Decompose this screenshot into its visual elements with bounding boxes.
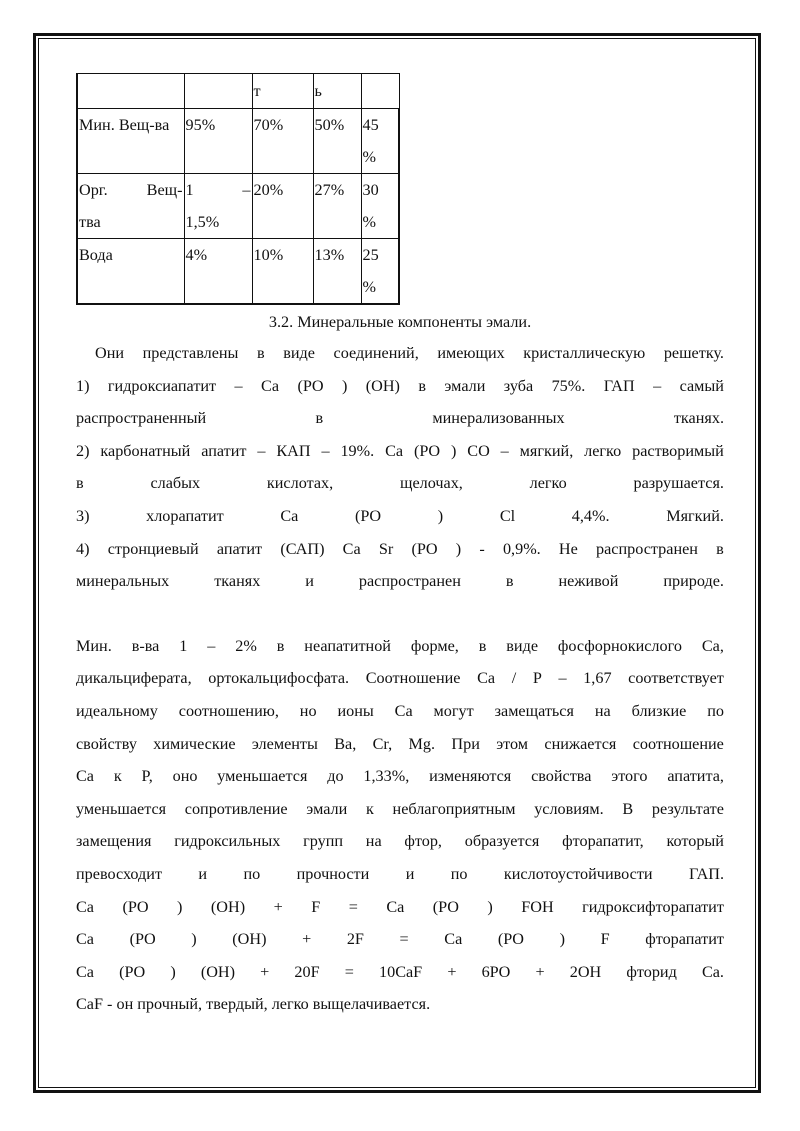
text-line (76, 337, 724, 370)
word: ) (487, 897, 493, 916)
table-cell (361, 239, 399, 305)
word: стронциевый (107, 539, 199, 558)
table-cell: 27% (313, 174, 361, 239)
text-line (76, 533, 724, 566)
word: щелочах, (399, 474, 463, 493)
word: ) (455, 539, 462, 558)
word: Ca. (701, 962, 724, 981)
table-row (77, 109, 399, 174)
word: Они (95, 344, 125, 362)
word: ГАП. (688, 864, 724, 883)
word: + (302, 930, 312, 949)
text-line (76, 467, 724, 500)
word: кислотоустойчивости (503, 864, 653, 883)
word: результате (651, 799, 724, 818)
word: кислотах, (266, 474, 334, 493)
word: – (321, 441, 330, 460)
word: представлены (142, 344, 239, 362)
text-line (76, 923, 724, 956)
word: CO (467, 441, 490, 460)
word: фторапатит, (562, 832, 644, 851)
word: Мин. (76, 636, 112, 655)
table-cell (184, 239, 252, 305)
word: 6PO (481, 962, 511, 981)
word: 2) (76, 441, 90, 460)
word: свойства (531, 767, 592, 786)
word: FOH (521, 897, 554, 916)
word: этого (611, 767, 648, 786)
word: неживой (558, 572, 619, 591)
table-header-cell (77, 74, 184, 109)
word: природе. (663, 572, 724, 591)
word: + (535, 962, 545, 981)
word: (PO (122, 897, 149, 916)
word: в (505, 572, 514, 591)
word: в (315, 409, 324, 428)
word: ) (341, 376, 348, 395)
word: + (447, 962, 457, 981)
word: 4,4%. (571, 506, 610, 525)
table-header-row (77, 74, 399, 109)
table-cell (361, 109, 399, 174)
word: фторапатит (645, 930, 724, 949)
word: минеральных (76, 572, 170, 591)
word: но (299, 701, 317, 720)
word: распространен (358, 572, 461, 591)
word: элементы (251, 734, 318, 753)
cell-line (79, 174, 183, 206)
word: Sr (378, 539, 394, 558)
cell-word: Орг. (79, 181, 108, 199)
cell-line: 4% (185, 246, 208, 264)
word: Ca (477, 669, 496, 688)
table-cell (184, 109, 252, 174)
word: фтор, (404, 832, 442, 851)
cell-line: Мин. Вещ-ва (79, 116, 170, 134)
word: превосходит (76, 864, 163, 883)
word: в (276, 636, 285, 655)
word: 1 (179, 636, 188, 655)
word: по (450, 864, 468, 883)
table-cell (361, 174, 399, 239)
word: Ca (261, 376, 280, 395)
word: 1) (76, 376, 90, 395)
word: на (365, 832, 382, 851)
word: F (311, 897, 321, 916)
word: самый (679, 376, 724, 395)
word: – (257, 441, 266, 460)
text-line (76, 630, 724, 663)
word: оно (172, 767, 198, 786)
word: 1,33%, (363, 767, 410, 786)
table-cell (184, 174, 252, 239)
word: – (234, 376, 243, 395)
word: Ca (385, 441, 404, 460)
word: 2F (346, 930, 364, 949)
text-line (76, 435, 724, 468)
word: легко (529, 474, 567, 493)
word: 4) (76, 539, 90, 558)
table-header-cell: т (252, 74, 313, 109)
composition-table (76, 73, 400, 305)
cell-line: % (362, 213, 376, 231)
word: / (511, 669, 517, 688)
word: хлорапатит (146, 506, 224, 525)
word: Cr, (372, 734, 393, 753)
word: (PO (119, 962, 146, 981)
word: Cl (499, 506, 516, 525)
word: ) (450, 441, 457, 460)
word: к (113, 767, 122, 786)
word: и (198, 864, 208, 883)
word: 2OH (569, 962, 602, 981)
word: ) (559, 930, 565, 949)
word: ) (191, 930, 197, 949)
cell-line: тва (79, 213, 101, 231)
word: (PO (413, 441, 441, 460)
word: тканях. (673, 409, 724, 428)
word: мягкий, (519, 441, 574, 460)
word: ) (170, 962, 176, 981)
word: = (344, 962, 354, 981)
cell-line: 1,5% (185, 213, 220, 231)
word: образуется (464, 832, 540, 851)
table-row (77, 174, 399, 239)
paragraph-gap (76, 598, 724, 630)
word: тканях (214, 572, 261, 591)
word: КАП (276, 441, 311, 460)
word: апатит (216, 539, 263, 558)
word: (PO (129, 930, 156, 949)
word: – (653, 376, 662, 395)
word: ) (437, 506, 444, 525)
word: к (365, 799, 374, 818)
cell-line: 45 (362, 116, 379, 134)
text-line (76, 793, 724, 826)
word: замещения (76, 832, 152, 851)
text-line (76, 565, 724, 598)
word: – (207, 636, 216, 655)
table-cell-label (77, 109, 184, 174)
word: сопротивление (184, 799, 288, 818)
word: идеальному (76, 701, 158, 720)
word: слабых (150, 474, 201, 493)
word: 3) (76, 506, 90, 525)
word: неапатитной (304, 636, 391, 655)
word: ортокальцифосфата. (208, 669, 350, 688)
word: уменьшается (76, 799, 167, 818)
cell-word: – (242, 181, 251, 199)
word: (OH) (200, 962, 236, 981)
word: + (273, 897, 283, 916)
word: замещаться (494, 701, 574, 720)
paragraph-non-apatite (76, 630, 724, 989)
word: свойству (76, 734, 137, 753)
word: При (451, 734, 480, 753)
table-cell-label (77, 239, 184, 305)
table-cell-label (77, 174, 184, 239)
cell-word: 1 (185, 181, 194, 199)
word: кристаллическую (523, 344, 646, 362)
word: Ca (76, 962, 94, 981)
word: распространенный (76, 409, 207, 428)
word: Mg. (408, 734, 436, 753)
word: Ca (342, 539, 361, 558)
word: апатит (201, 441, 247, 460)
word: в (76, 474, 84, 493)
word: соответствует (628, 669, 724, 688)
word: - (479, 539, 485, 558)
word: = (348, 897, 358, 916)
word: соединений, (333, 344, 419, 362)
paragraph-apatites (76, 337, 724, 598)
word: + (260, 962, 270, 981)
word: Ca (386, 897, 405, 916)
text-line (76, 858, 724, 891)
cell-line: % (362, 148, 376, 166)
word: Ca (76, 897, 94, 916)
table-cell: 13% (313, 239, 361, 305)
text-line (76, 825, 724, 858)
word: по (707, 701, 724, 720)
cell-line: Вода (79, 246, 113, 264)
word: изменяются (429, 767, 512, 786)
word: прочности (296, 864, 370, 883)
word: эмали (444, 376, 486, 395)
word: Ca (394, 701, 413, 720)
word: Соотношение (365, 669, 461, 688)
word: растворимый (632, 441, 724, 460)
document-content (76, 73, 724, 1021)
text-line (76, 500, 724, 533)
word: этом (496, 734, 529, 753)
word: 1,67 (583, 669, 612, 688)
table-header-cell (184, 74, 252, 109)
word: ионы (337, 701, 374, 720)
word: распространен (596, 539, 698, 558)
word: соотношению, (178, 701, 279, 720)
word: который (666, 832, 724, 851)
word: (PO (432, 897, 459, 916)
word: соотношение (632, 734, 724, 753)
word: P, (141, 767, 153, 786)
text-line (76, 760, 724, 793)
word: (PO (297, 376, 324, 395)
word: уменьшается (217, 767, 308, 786)
cell-line: 30 (362, 181, 379, 199)
table-header-cell (361, 74, 399, 109)
word: в (418, 376, 426, 395)
word: снижается (544, 734, 617, 753)
word: химические (153, 734, 236, 753)
word: в (257, 344, 265, 362)
word: = (399, 930, 409, 949)
word: P (532, 669, 542, 688)
word: дикальциферата, (76, 669, 192, 688)
word: (OH) (210, 897, 246, 916)
word: могут (433, 701, 474, 720)
word: Мягкий. (666, 506, 724, 525)
word: групп (303, 832, 344, 851)
word: апатита, (667, 767, 724, 786)
table-cell: 20% (252, 174, 313, 239)
word: 0,9%. (502, 539, 541, 558)
word: Ca (444, 930, 463, 949)
word: в-ва (131, 636, 160, 655)
word: (САП) (280, 539, 325, 558)
word: близкие (631, 701, 687, 720)
word: Ca (280, 506, 299, 525)
word: до (327, 767, 344, 786)
text-line (76, 402, 724, 435)
text-line (76, 956, 724, 989)
table-row (77, 239, 399, 305)
word: в (478, 636, 487, 655)
word: решетку. (663, 344, 724, 362)
word: на (594, 701, 611, 720)
cell-line: 95% (185, 116, 216, 134)
word: F (600, 930, 610, 949)
word: карбонатный (100, 441, 191, 460)
word: гидроксифторапатит (582, 897, 724, 916)
word: фторид (626, 962, 677, 981)
word: (PO (355, 506, 382, 525)
cell-line (186, 174, 251, 206)
word: (OH) (232, 930, 267, 949)
word: (OH) (365, 376, 400, 395)
word: 75%. (551, 376, 586, 395)
text-line (76, 728, 724, 761)
word: виде (506, 636, 539, 655)
table-cell: 10% (252, 239, 313, 305)
word: неблагоприятным (392, 799, 516, 818)
word: и (405, 864, 415, 883)
text-line (76, 891, 724, 924)
word: виде (283, 344, 315, 362)
word: Ba, (334, 734, 357, 753)
word: минерализованных (432, 409, 565, 428)
cell-line: 25 (362, 246, 379, 264)
word: и (305, 572, 314, 591)
word: В (622, 799, 634, 818)
word: Ca, (701, 636, 724, 655)
cell-word: Вещ- (146, 181, 183, 199)
word: 19%. (340, 441, 375, 460)
word: гидроксильных (174, 832, 281, 851)
table-cell: 50% (313, 109, 361, 174)
word: 2% (235, 636, 257, 655)
word: Не (558, 539, 578, 558)
text-line (76, 695, 724, 728)
word: Ca (76, 767, 94, 786)
word: имеющих (437, 344, 505, 362)
word: форме, (410, 636, 459, 655)
word: гидроксиапатит (107, 376, 217, 395)
word: 10CaF (379, 962, 423, 981)
word: 20F (294, 962, 320, 981)
word: ГАП (603, 376, 635, 395)
word: ) (177, 897, 183, 916)
word: в (716, 539, 724, 558)
text-line (76, 662, 724, 695)
word: (PO (411, 539, 438, 558)
word: зуба (503, 376, 534, 395)
section-caption: 3.2. Минеральные компоненты эмали. (268, 313, 532, 331)
word: легко (584, 441, 622, 460)
word: – (558, 669, 567, 688)
word: Ca (76, 930, 94, 949)
text-line (76, 370, 724, 403)
table-header-cell: ь (313, 74, 361, 109)
word: условиям. (534, 799, 604, 818)
word: по (243, 864, 261, 883)
word: – (500, 441, 509, 460)
text-line-last: CaF - он прочный, твердый, легко выщелачивается. (76, 995, 431, 1014)
cell-line: % (362, 278, 376, 296)
word: (PO (497, 930, 524, 949)
word: разрушается. (633, 474, 724, 493)
word: фосфорнокислого (557, 636, 682, 655)
table-cell: 70% (252, 109, 313, 174)
word: эмали (306, 799, 348, 818)
